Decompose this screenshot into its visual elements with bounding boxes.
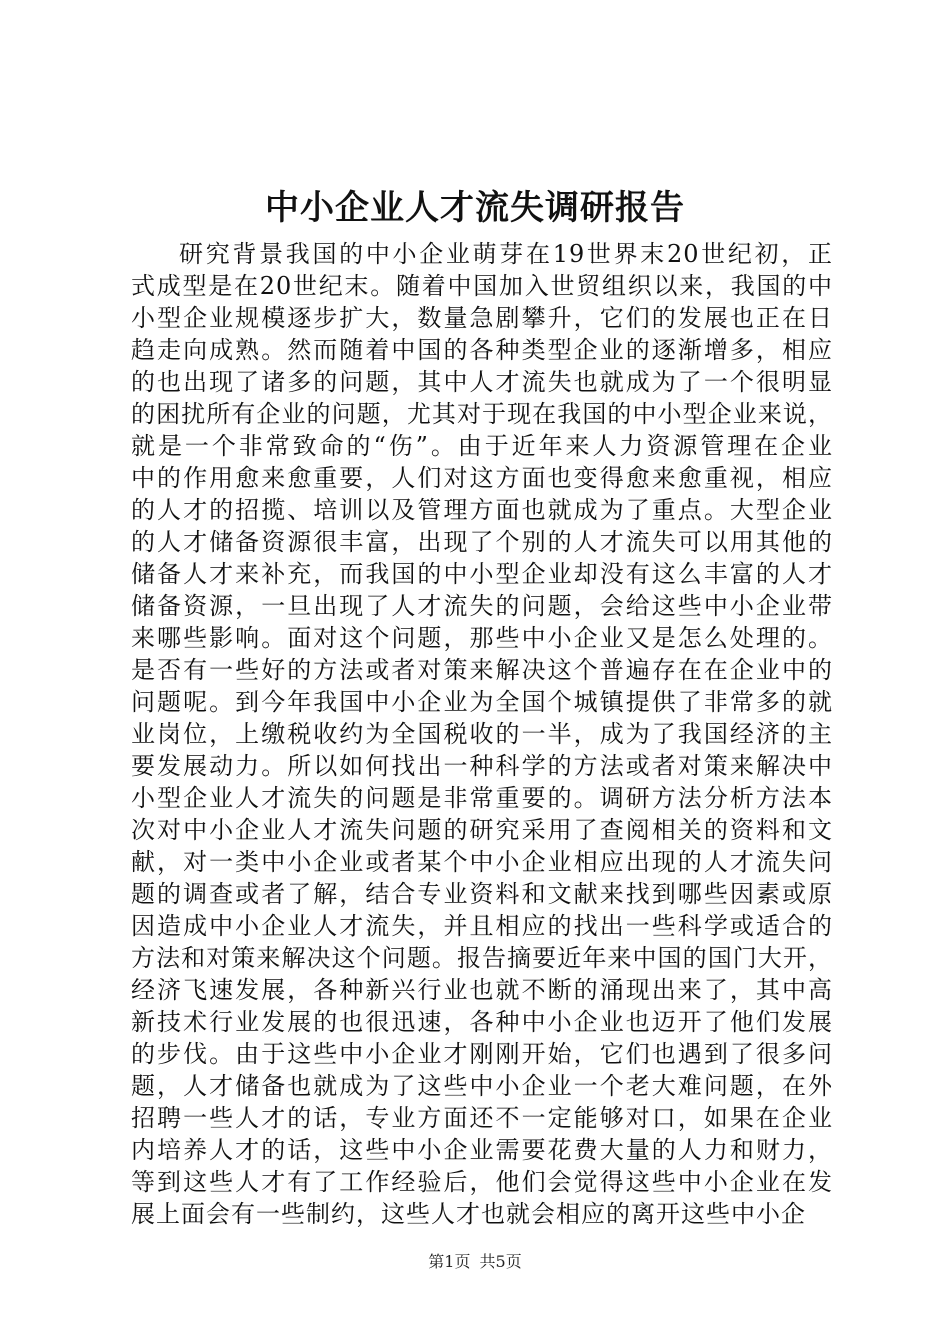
text-line: 的也出现了诸多的问题，其中人才流失也就成为了一个很明显 [131,368,833,396]
text-line: 的人才的招揽、培训以及管理方面也就成为了重点。大型企业 [131,496,833,524]
text-line: 来哪些影响。面对这个问题，那些中小企业又是怎么处理的。 [131,624,833,652]
text-line: 经济飞速发展，各种新兴行业也就不断的涌现出来了，其中高 [131,976,833,1004]
text-line: 新技术行业发展的也很迅速，各种中小企业也迈开了他们发展 [131,1008,833,1036]
text-line: 中的作用愈来愈重要，人们对这方面也变得愈来愈重视，相应 [131,464,833,492]
text-line: 等到这些人才有了工作经验后，他们会觉得这些中小企业在发 [131,1168,833,1196]
text-line: 方法和对策来解决这个问题。报告摘要近年来中国的国门大开， [131,944,833,972]
page-number: 第1页 [428,1252,471,1271]
text-line: 次对中小企业人才流失问题的研究采用了查阅相关的资料和文 [131,816,833,844]
text-line: 题的调查或者了解，结合专业资料和文献来找到哪些因素或原 [131,880,833,908]
text-line: 因造成中小企业人才流失，并且相应的找出一些科学或适合的 [131,912,833,940]
text-line: 就是一个非常致命的“伤”。由于近年来人力资源管理在企业 [131,432,833,460]
text-line: 是否有一些好的方法或者对策来解决这个普遍存在在企业中的 [131,656,833,684]
text-line: 的困扰所有企业的问题，尤其对于现在我国的中小型企业来说， [131,400,833,428]
text-line: 趋走向成熟。然而随着中国的各种类型企业的逐渐增多，相应 [131,336,833,364]
text-line: 献，对一类中小企业或者某个中小企业相应出现的人才流失问 [131,848,833,876]
document-title: 中小企业人才流失调研报告 [265,188,685,228]
text-line: 研究背景我国的中小企业萌芽在19世界末20世纪初，正 [179,240,833,268]
text-line: 小型企业人才流失的问题是非常重要的。调研方法分析方法本 [131,784,833,812]
text-line: 招聘一些人才的话，专业方面还不一定能够对口，如果在企业 [131,1104,833,1132]
body-paragraph [131,238,833,1230]
text-line: 储备人才来补充，而我国的中小型企业却没有这么丰富的人才 [131,560,833,588]
page-total: 共5页 [479,1252,522,1271]
text-line: 问题呢。到今年我国中小企业为全国个城镇提供了非常多的就 [131,688,833,716]
text-line: 小型企业规模逐步扩大，数量急剧攀升，它们的发展也正在日 [131,304,833,332]
text-line: 展上面会有一些制约，这些人才也就会相应的离开这些中小企 [131,1200,806,1228]
page-footer [0,1251,950,1273]
text-line: 要发展动力。所以如何找出一种科学的方法或者对策来解决中 [131,752,833,780]
text-line: 的人才储备资源很丰富，出现了个别的人才流失可以用其他的 [131,528,833,556]
text-line: 储备资源，一旦出现了人才流失的问题，会给这些中小企业带 [131,592,833,620]
text-line: 式成型是在20世纪末。随着中国加入世贸组织以来，我国的中 [131,272,833,300]
text-line: 业岗位，上缴税收约为全国税收的一半，成为了我国经济的主 [131,720,833,748]
text-line: 题，人才储备也就成为了这些中小企业一个老大难问题，在外 [131,1072,833,1100]
text-line: 的步伐。由于这些中小企业才刚刚开始，它们也遇到了很多问 [131,1040,833,1068]
text-line: 内培养人才的话，这些中小企业需要花费大量的人力和财力， [131,1136,833,1164]
